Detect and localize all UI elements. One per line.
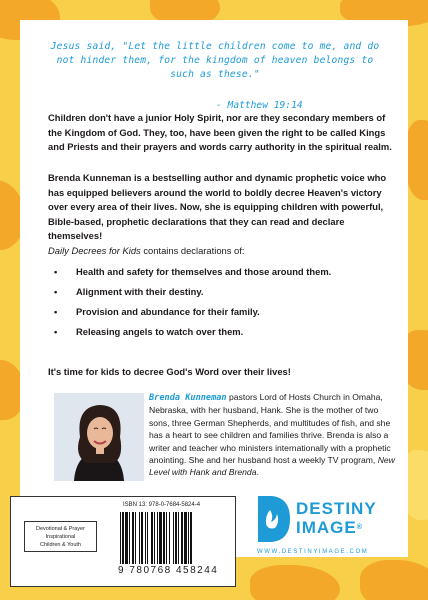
scripture-reference: - Matthew 19:14 bbox=[216, 100, 303, 111]
list-item bbox=[48, 285, 400, 299]
list-item bbox=[48, 325, 400, 339]
publisher-url: WWW.DESTINYIMAGE.COM bbox=[257, 549, 369, 555]
author-bio-text: pastors Lord of Hosts Church in Omaha, Nebraska, with her husband, Hank. She is the mother of two sons, three German Shepherds, and multitudes of fish, and she has a heart to see children and families thrive. Brenda is also a writer and teacher who ministers internationally with a prophetic anointing. She and her husband host a weekly TV program, bbox=[149, 392, 391, 466]
bullet-icon: • bbox=[54, 266, 58, 277]
background-blob bbox=[360, 560, 428, 600]
background-blob bbox=[250, 565, 340, 600]
list-item-text: Releasing angels to watch over them. bbox=[76, 326, 244, 337]
author-photo bbox=[53, 392, 145, 482]
author-portrait-icon bbox=[54, 393, 144, 481]
publisher-name-line2: IMAGE bbox=[296, 518, 357, 537]
category-line: Children & Youth bbox=[40, 542, 81, 548]
text-panel bbox=[20, 20, 408, 557]
category-line: Devotional & Prayer bbox=[36, 526, 85, 532]
background-blob bbox=[405, 120, 428, 200]
publisher-name bbox=[296, 499, 377, 537]
tv-program-title: New Level with Hank and Brenda bbox=[149, 455, 395, 478]
list-item bbox=[48, 305, 400, 319]
isbn-label: ISBN 13: 978-0-7684-5824-4 bbox=[123, 502, 201, 508]
author-name: Brenda Kunneman bbox=[149, 393, 227, 403]
bullet-icon: • bbox=[54, 306, 58, 317]
category-box bbox=[24, 521, 97, 552]
bullet-icon: • bbox=[54, 286, 58, 297]
scripture-quote: Jesus said, "Let the little children come to me, and do not hinder them, for the kingdom of heaven belongs to such as these." bbox=[50, 41, 380, 80]
publisher-name-line1: DESTINY bbox=[296, 499, 377, 518]
barcode-icon bbox=[118, 512, 226, 564]
list-item-text: Alignment with their destiny. bbox=[76, 286, 204, 297]
category-line: Inspirational bbox=[45, 534, 76, 540]
contents-intro-text: contains declarations of: bbox=[140, 245, 245, 256]
closing-statement: It's time for kids to decree God's Word over their lives! bbox=[48, 366, 291, 377]
list-item bbox=[48, 265, 400, 279]
list-item-text: Health and safety for themselves and those around them. bbox=[76, 266, 332, 277]
contents-intro bbox=[48, 244, 400, 259]
author-intro-paragraph: Brenda Kunneman is a bestselling author and dynamic prophetic voice who has equipped believers around the world to boldly decree Heaven's victory over every area of their lives. Now, she is equipping children with powerful, Bible-based, prophetic declarations that they can read and declare themselves! bbox=[48, 172, 387, 241]
bullet-icon: • bbox=[54, 326, 58, 337]
book-title: Daily Decrees for Kids bbox=[48, 245, 141, 256]
list-item-text: Provision and abundance for their family. bbox=[76, 306, 260, 317]
intro-paragraph: Children don't have a junior Holy Spirit, nor are they secondary members of the Kingdom of God. They, too, have been given the right to be called Kings and Priests and their prayers and words carry authority in the spiritual realm. bbox=[48, 112, 392, 152]
author-bio bbox=[149, 391, 401, 479]
registered-mark: ® bbox=[356, 524, 363, 531]
author-bio-end: . bbox=[256, 467, 259, 478]
barcode-number: 9 780768 458244 bbox=[118, 565, 219, 576]
publisher-logo-icon bbox=[256, 494, 292, 544]
declarations-list bbox=[48, 265, 400, 345]
